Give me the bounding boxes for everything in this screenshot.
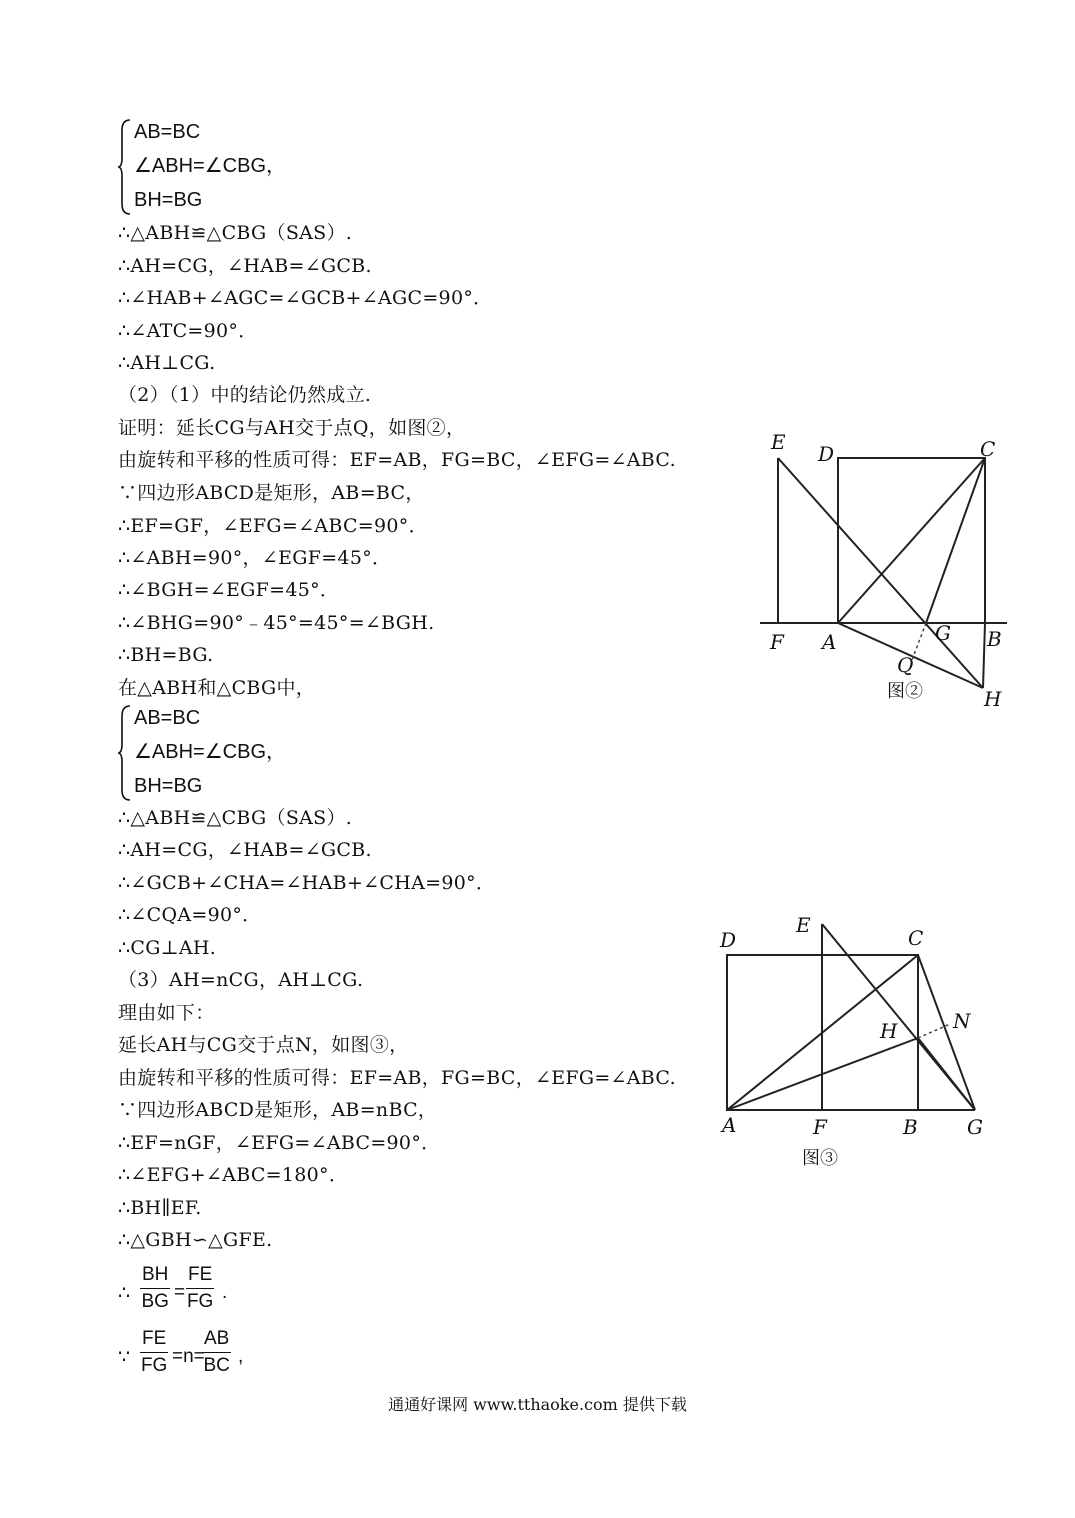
left-brace-icon	[118, 118, 132, 216]
proof-line: 由旋转和平移的性质可得：EF=AB，FG=BC，∠EFG=∠ABC.	[118, 449, 676, 471]
point-label: B	[903, 1115, 918, 1139]
system-row: BH=BG	[134, 189, 203, 211]
proof-line: 由旋转和平移的性质可得：EF=AB，FG=BC，∠EFG=∠ABC.	[118, 1067, 676, 1089]
segment-ac	[838, 458, 985, 623]
proof-line: ∴EF=GF，∠EFG=∠ABC=90°．	[118, 515, 428, 537]
system-row: BH=BG	[134, 775, 203, 797]
figure-3-diagram	[712, 910, 1002, 1175]
proof-line: ∴BH=BG.	[118, 644, 214, 666]
point-label: E	[771, 430, 786, 454]
proof-line: 延长AH与CG交于点N，如图③，	[118, 1034, 409, 1056]
point-label: A	[722, 1113, 737, 1137]
point-label: C	[908, 926, 924, 950]
proof-line: ∴∠BHG=90°﹣45°=45°=∠BGH.	[118, 612, 435, 634]
point-label: G	[967, 1115, 983, 1139]
segment-hg	[918, 1038, 975, 1110]
numerator: FE	[186, 1262, 214, 1289]
proof-line: ∴∠CQA=90°．	[118, 904, 262, 926]
equation-system-1	[118, 118, 338, 211]
proof-line: ∴∠BGH=∠EGF=45°．	[118, 579, 340, 601]
fraction	[140, 1326, 168, 1379]
proof-line: ∴∠ABH=90°，∠EGF=45°．	[118, 547, 392, 569]
system-row: ∠ABH=∠CBG，	[134, 155, 287, 177]
point-label: F	[813, 1115, 827, 1139]
segment-gq-dashed	[912, 623, 926, 660]
proof-line: ∴△ABH≌△CBG（SAS）.	[118, 807, 353, 829]
segment-bh	[983, 623, 985, 688]
equals-n: =n=	[172, 1346, 205, 1367]
denominator: FG	[186, 1291, 214, 1312]
figure-2-diagram	[750, 430, 1020, 720]
point-label: F	[770, 630, 784, 654]
proof-line: ∴△ABH≌△CBG（SAS）.	[118, 222, 353, 244]
point-label: C	[980, 437, 996, 461]
proof-line: ∴EF=nGF，∠EFG=∠ABC=90°．	[118, 1132, 441, 1154]
point-label: Q	[897, 653, 914, 677]
point-label: H	[880, 1019, 898, 1043]
numerator: BH	[140, 1262, 170, 1289]
proof-line: ∴∠EFG+∠ABC=180°．	[118, 1164, 349, 1186]
proof-line: ∵四边形ABCD是矩形，AB=nBC，	[118, 1099, 438, 1121]
fraction	[202, 1326, 231, 1379]
proof-line: 证明：延长CG与AH交于点Q，如图②，	[118, 417, 466, 439]
proof-line: ∴∠HAB+∠AGC=∠GCB+∠AGC=90°．	[118, 287, 493, 309]
denominator: FG	[140, 1355, 168, 1376]
proof-line: ∴△GBH∽△GFE.	[118, 1229, 273, 1251]
proof-line: 在△ABH和△CBG中，	[118, 677, 316, 699]
proof-line: ∴AH=CG，∠HAB=∠GCB.	[118, 255, 372, 277]
denominator: BC	[203, 1355, 230, 1376]
figure-caption: 图②	[887, 681, 923, 702]
left-brace-icon	[118, 704, 132, 802]
proof-line: （2）（1）中的结论仍然成立.	[118, 384, 372, 406]
proof-line: ∴AH=CG，∠HAB=∠GCB.	[118, 839, 372, 861]
point-label: B	[987, 627, 1002, 651]
numerator: FE	[140, 1326, 168, 1353]
proof-line: ∴AH⊥CG.	[118, 352, 216, 374]
system-row: AB=BC	[134, 707, 201, 729]
point-label: A	[822, 630, 837, 654]
proof-line: 理由如下：	[118, 1002, 215, 1024]
proof-line: ∵四边形ABCD是矩形，AB=BC，	[118, 482, 425, 504]
point-label: N	[953, 1009, 971, 1033]
point-label: E	[796, 913, 811, 937]
figure-caption: 图③	[802, 1148, 838, 1169]
point-label: D	[818, 442, 835, 466]
equation-system-2	[118, 704, 338, 797]
fraction-equation-1	[118, 1262, 318, 1332]
proof-line: （3）AH=nCG，AH⊥CG.	[118, 969, 364, 991]
therefore-symbol: ∴	[118, 1282, 131, 1304]
point-label: D	[720, 928, 737, 952]
proof-line: ∴∠ATC=90°．	[118, 320, 258, 342]
segment-cg	[926, 458, 985, 623]
comma: ,	[238, 1346, 244, 1367]
system-row: AB=BC	[134, 121, 201, 143]
proof-line: ∴BH∥EF.	[118, 1197, 202, 1219]
period: .	[222, 1282, 228, 1303]
because-symbol: ∵	[118, 1346, 131, 1368]
numerator: AB	[202, 1326, 231, 1353]
fraction	[140, 1262, 170, 1315]
proof-line: ∴CG⊥AH.	[118, 937, 217, 959]
segment-eh	[778, 458, 983, 688]
system-row: ∠ABH=∠CBG，	[134, 741, 287, 763]
equals-sign: =	[174, 1282, 186, 1303]
point-label: H	[984, 687, 1002, 711]
fraction-equation-2	[118, 1326, 318, 1396]
page-footer: 通通好课网 www.tthaoke.com 提供下载	[388, 1395, 687, 1414]
point-label: G	[935, 621, 951, 645]
fraction	[186, 1262, 214, 1315]
proof-line: ∴∠GCB+∠CHA=∠HAB+∠CHA=90°．	[118, 872, 496, 894]
denominator: BG	[141, 1291, 169, 1312]
